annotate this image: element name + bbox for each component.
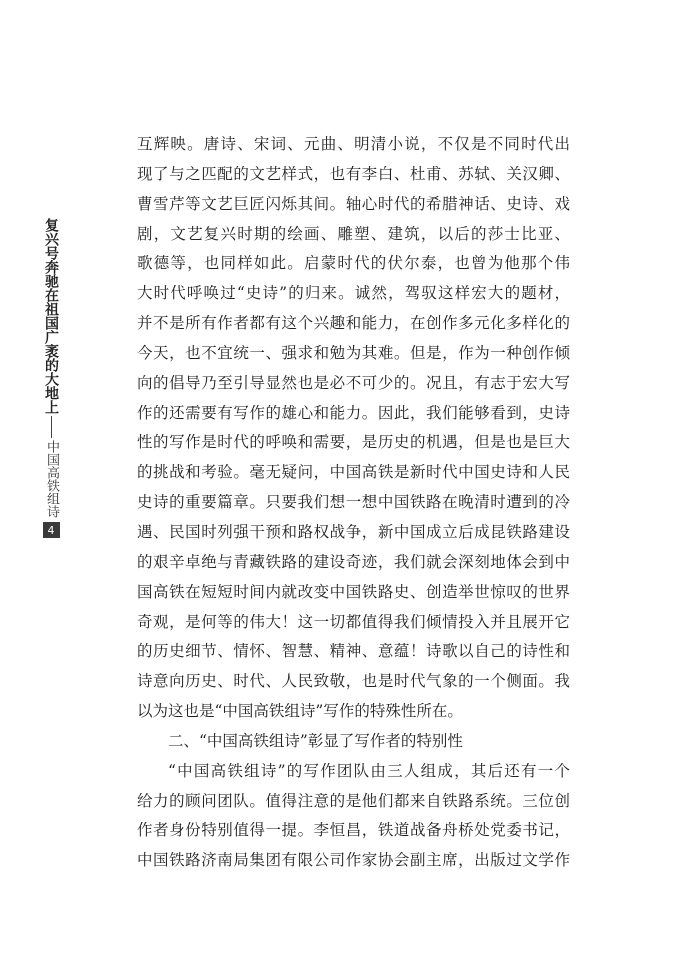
text-line: 今天，也不宜统一、强求和勉为其难。但是，作为一种创作倾 xyxy=(137,343,570,362)
text-line: 国高铁在短短时间内就改变中国铁路史、创造举世惊叹的世界 xyxy=(137,582,570,601)
page-number: 4 xyxy=(43,522,60,538)
text-line: 作的还需要有写作的雄心和能力。因此，我们能够看到，史诗 xyxy=(137,403,570,422)
text-line: 剧，文艺复兴时期的绘画、雕塑、建筑，以后的莎士比亚、 xyxy=(137,224,570,243)
text-line: 性的写作是时代的呼唤和需要，是历史的机遇，但是也是巨大 xyxy=(137,433,570,452)
text-line: 的艰辛卓绝与青藏铁路的建设奇迹，我们就会深刻地体会到中 xyxy=(137,552,570,571)
text-line: 给力的顾问团队。值得注意的是他们都来自铁路系统。三位创 xyxy=(137,791,570,810)
paragraph-first-line: “中国高铁组诗”的写作团队由三人组成，其后还有一个 xyxy=(168,761,570,780)
text-line: 向的倡导乃至引导显然也是必不可少的。况且，有志于宏大写 xyxy=(137,373,570,392)
text-line: 作者身份特别值得一提。李恒昌，铁道战备舟桥处党委书记， xyxy=(137,821,570,840)
body-text xyxy=(137,130,570,876)
side-running-header xyxy=(42,218,60,538)
text-line: 的挑战和考验。毫无疑问，中国高铁是新时代中国史诗和人民 xyxy=(137,463,570,482)
section-title: 中国高铁组诗 xyxy=(44,440,59,518)
paragraph-end-line: 以为这也是“中国高铁组诗”写作的特殊性所在。 xyxy=(137,702,463,721)
text-line: 遇、民国时列强干预和路权战争，新中国成立后成昆铁路建设 xyxy=(137,522,570,541)
text-line: 互辉映。唐诗、宋词、元曲、明清小说，不仅是不同时代出 xyxy=(137,135,570,153)
book-title: 复兴号奔驰在祖国广袤的大地上 xyxy=(43,218,59,414)
text-line: 中国铁路济南局集团有限公司作家协会副主席，出版过文学作 xyxy=(137,851,570,870)
text-line: 现了与之匹配的文艺样式，也有李白、杜甫、苏轼、关汉卿、 xyxy=(137,164,570,183)
text-line: 诗意向历史、时代、人民致敬，也是时代气象的一个侧面。我 xyxy=(137,672,570,691)
text-line: 的历史细节、情怀、智慧、精神、意蕴！诗歌以自己的诗性和 xyxy=(137,642,570,661)
side-divider xyxy=(51,416,52,438)
section-heading: 二、“中国高铁组诗”彰显了写作者的特别性 xyxy=(168,731,463,750)
text-line: 奇观，是何等的伟大！这一切都值得我们倾情投入并且展开它 xyxy=(137,612,570,631)
text-line: 歌德等，也同样如此。启蒙时代的伏尔泰，也曾为他那个伟 xyxy=(137,254,570,273)
text-line: 并不是所有作者都有这个兴趣和能力，在创作多元化多样化的 xyxy=(137,314,570,333)
text-line: 曹雪芹等文艺巨匠闪烁其间。轴心时代的希腊神话、史诗、戏 xyxy=(137,194,570,213)
text-line: 大时代呼唤过“史诗”的归来。诚然，驾驭这样宏大的题材， xyxy=(137,284,570,303)
text-line: 史诗的重要篇章。只要我们想一想中国铁路在晚清时遭到的冷 xyxy=(137,493,570,512)
